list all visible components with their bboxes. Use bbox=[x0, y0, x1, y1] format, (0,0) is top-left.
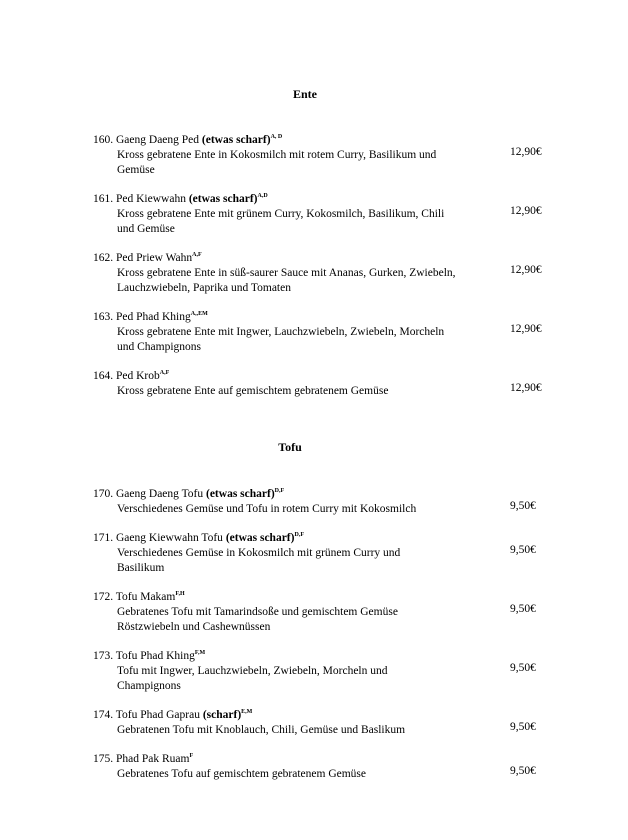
item-description: Kross gebratene Ente auf gemischtem gebratenem Gemüse bbox=[117, 385, 389, 397]
item-allergen-tags: F bbox=[189, 753, 194, 759]
item-allergen-tags: A,,EM bbox=[190, 311, 208, 317]
item-allergen-tags: A,F bbox=[192, 252, 202, 258]
item-name: Ped Krob bbox=[116, 370, 160, 382]
item-description: Kross gebratene Ente mit grünem Curry, Kokosmilch, Basilikum, Chili und Gemüse bbox=[117, 208, 445, 235]
item-number: 175. bbox=[93, 753, 114, 765]
item-number: 172. bbox=[93, 591, 114, 603]
item-title bbox=[93, 749, 563, 767]
item-description: Verschiedenes Gemüse und Tofu in rotem Curry mit Kokosmilch bbox=[117, 503, 417, 515]
item-allergen-tags: A,D bbox=[257, 193, 268, 199]
item-number: 171. bbox=[93, 532, 114, 544]
item-price: 12,90€ bbox=[510, 382, 542, 394]
item-title bbox=[93, 189, 563, 207]
item-number: 161. bbox=[93, 193, 114, 205]
menu-item-172 bbox=[93, 587, 563, 635]
item-price: 12,90€ bbox=[510, 264, 542, 276]
item-name: Tofu Makam bbox=[115, 591, 176, 603]
item-price: 12,90€ bbox=[510, 323, 542, 335]
item-allergen-tags: D,F bbox=[274, 488, 285, 494]
item-title bbox=[93, 307, 563, 325]
section-heading-ente: Ente bbox=[293, 87, 317, 101]
item-number: 174. bbox=[93, 709, 114, 721]
menu-item-162 bbox=[93, 248, 563, 296]
item-allergen-tags: A, D bbox=[270, 134, 283, 140]
item-description: Kross gebratene Ente mit Ingwer, Lauchzwiebeln, Zwiebeln, Morcheln und Champignons bbox=[117, 326, 445, 353]
item-price: 12,90€ bbox=[510, 146, 542, 158]
item-name: Ped Kiewwahn bbox=[116, 193, 186, 205]
item-price: 9,50€ bbox=[510, 603, 536, 615]
menu-item-163 bbox=[93, 307, 563, 355]
menu-item-175 bbox=[93, 749, 563, 782]
item-allergen-tags: D,F bbox=[294, 532, 304, 538]
item-price: 9,50€ bbox=[510, 765, 536, 777]
item-price: 9,50€ bbox=[510, 721, 536, 733]
item-description: Kross gebratene Ente in süß-saurer Sauce mit Ananas, Gurken, Zwiebeln, Lauchzwiebeln, Paprika und Tomaten bbox=[117, 267, 456, 294]
item-description: Gebratenen Tofu mit Knoblauch, Chili, Gemüse und Baslikum bbox=[117, 724, 406, 736]
item-name: Phad Pak Ruam bbox=[116, 753, 190, 765]
item-number: 170. bbox=[93, 488, 114, 500]
menu-item-164 bbox=[93, 366, 563, 399]
item-name: Tofu Phad Gaprau bbox=[115, 709, 200, 721]
item-spice-level: (etwas scharf) bbox=[188, 193, 258, 205]
item-name: Gaeng Daeng Ped bbox=[116, 134, 200, 146]
item-allergen-tags: F,M bbox=[194, 650, 206, 656]
item-title bbox=[93, 705, 563, 723]
item-allergen-tags: F,H bbox=[175, 591, 185, 597]
item-description: Tofu mit Ingwer, Lauchzwiebeln, Zwiebeln, Morcheln und Champignons bbox=[117, 665, 388, 692]
menu-item-173 bbox=[93, 646, 563, 694]
item-name: Gaeng Daeng Tofu bbox=[116, 488, 204, 500]
item-spice-level: (etwas scharf) bbox=[206, 488, 275, 500]
item-spice-level: (scharf) bbox=[202, 709, 242, 721]
item-name: Ped Phad Khing bbox=[116, 311, 191, 323]
menu-item-161 bbox=[93, 189, 563, 237]
item-spice-level: (etwas scharf) bbox=[225, 532, 295, 544]
item-title bbox=[93, 130, 563, 148]
item-allergen-tags: E,M bbox=[241, 709, 253, 715]
item-allergen-tags: A,F bbox=[159, 370, 170, 376]
item-number: 173. bbox=[93, 650, 114, 662]
item-number: 163. bbox=[93, 311, 114, 323]
item-description: Verschiedenes Gemüse in Kokosmilch mit grünem Curry und Basilikum bbox=[117, 547, 401, 574]
item-number: 164. bbox=[93, 370, 114, 382]
item-title bbox=[93, 646, 563, 664]
item-title bbox=[93, 248, 563, 266]
item-title bbox=[93, 484, 563, 502]
item-price: 9,50€ bbox=[510, 662, 536, 674]
item-name: Tofu Phad Khing bbox=[115, 650, 195, 662]
item-name: Gaeng Kiewwahn Tofu bbox=[116, 532, 223, 544]
item-description: Gebratenes Tofu auf gemischtem gebratenem Gemüse bbox=[117, 768, 367, 780]
item-price: 12,90€ bbox=[510, 205, 542, 217]
item-number: 162. bbox=[93, 252, 114, 264]
menu-item-171 bbox=[93, 528, 563, 576]
section-heading-tofu: Tofu bbox=[278, 440, 302, 454]
item-price: 9,50€ bbox=[510, 544, 536, 556]
item-title bbox=[93, 587, 563, 605]
item-description: Kross gebratene Ente in Kokosmilch mit rotem Curry, Basilikum und Gemüse bbox=[117, 149, 437, 176]
item-number: 160. bbox=[93, 134, 114, 146]
menu-item-170 bbox=[93, 484, 563, 517]
item-price: 9,50€ bbox=[510, 500, 536, 512]
menu-item-174 bbox=[93, 705, 563, 738]
menu-item-160 bbox=[93, 130, 563, 178]
item-title bbox=[93, 366, 563, 384]
item-title bbox=[93, 528, 563, 546]
item-name: Ped Priew Wahn bbox=[116, 252, 193, 264]
item-spice-level: (etwas scharf) bbox=[201, 134, 271, 146]
item-description: Gebratenes Tofu mit Tamarindsoße und gemischtem Gemüse Röstzwiebeln und Cashewnüssen bbox=[117, 606, 398, 633]
